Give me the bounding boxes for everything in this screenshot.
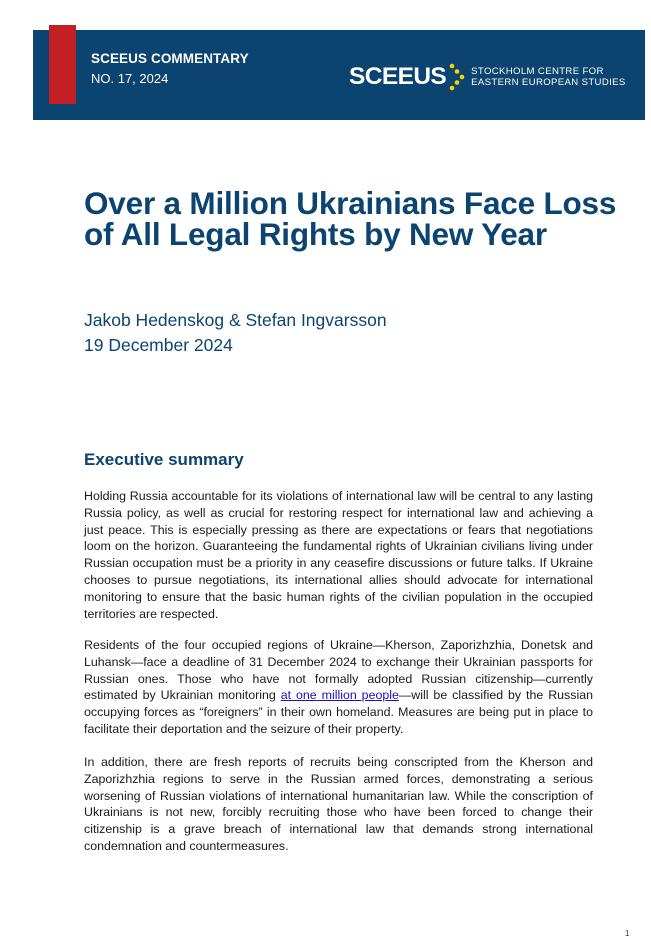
series-label: SCEEUS COMMENTARY <box>91 51 249 66</box>
one-million-people-link[interactable]: at one million people <box>280 688 399 703</box>
paragraph-2-text-after: —will be classified by the Russian occupying forces as “foreigners” in their own homeland. Measures are being put in place to facilitate their deportation and the seizure of their property. <box>84 688 593 736</box>
logo-tagline <box>471 66 625 88</box>
paragraph-2 <box>84 637 593 738</box>
dot-chevron-icon <box>449 63 467 91</box>
logo-tagline-line1: STOCKHOLM CENTRE FOR <box>471 66 604 77</box>
page-title: Over a Million Ukrainians Face Loss of All Legal Rights by New Year <box>84 185 617 252</box>
page-number: 1 <box>625 929 630 938</box>
logo-wordmark: SCEEUS <box>349 62 447 90</box>
logo-tagline-line2: EASTERN EUROPEAN STUDIES <box>471 77 626 88</box>
authors: Jakob Hedenskog & Stefan Ingvarsson <box>84 310 387 330</box>
section-heading: Executive summary <box>84 450 244 469</box>
accent-bar <box>49 25 76 104</box>
paragraph-2-text-before: Residents of the four occupied regions of Ukraine—Kherson, Zaporizhzhia, Donetsk and Luhansk—face a deadline of 31 December 2024 to exchange their Ukrainian passports for Russian ones. Those who have not formally adopted Russian citizenship—currently estimated by Ukrainian monitoring <box>84 638 593 703</box>
paragraph-3: In addition, there are fresh reports of recruits being conscripted from the Kherson and Zaporizhzhia regions to serve in the Russian armed forces, demonstrating a serious worsening of Russian violations of international humanitarian law. While the conscription of Ukrainians is not new, forcibly recruiting those who have been forced to change their citizenship is a grave breach of international law that demands strong international condemnation and countermeasures. <box>84 755 593 853</box>
publication-date: 19 December 2024 <box>84 335 233 355</box>
issue-number: NO. 17, 2024 <box>91 71 169 86</box>
sceeus-logo <box>349 62 626 92</box>
paragraph-1: Holding Russia accountable for its violations of international law will be central to any lasting Russia policy, as well as crucial for restoring respect for international law and achieving a just peace. This is especially pressing as there are expectations or fears that negotiations loom on the horizon. Guaranteeing the fundamental rights of Ukrainian civilians living under Russian occupation must be a priority in any ceasefire discussions or future talks. If Ukraine chooses to pursue negotiations, its international allies should advocate for international monitoring to ensure that the basic human rights of the civilian population in the occupied territories are respected. <box>84 489 593 621</box>
